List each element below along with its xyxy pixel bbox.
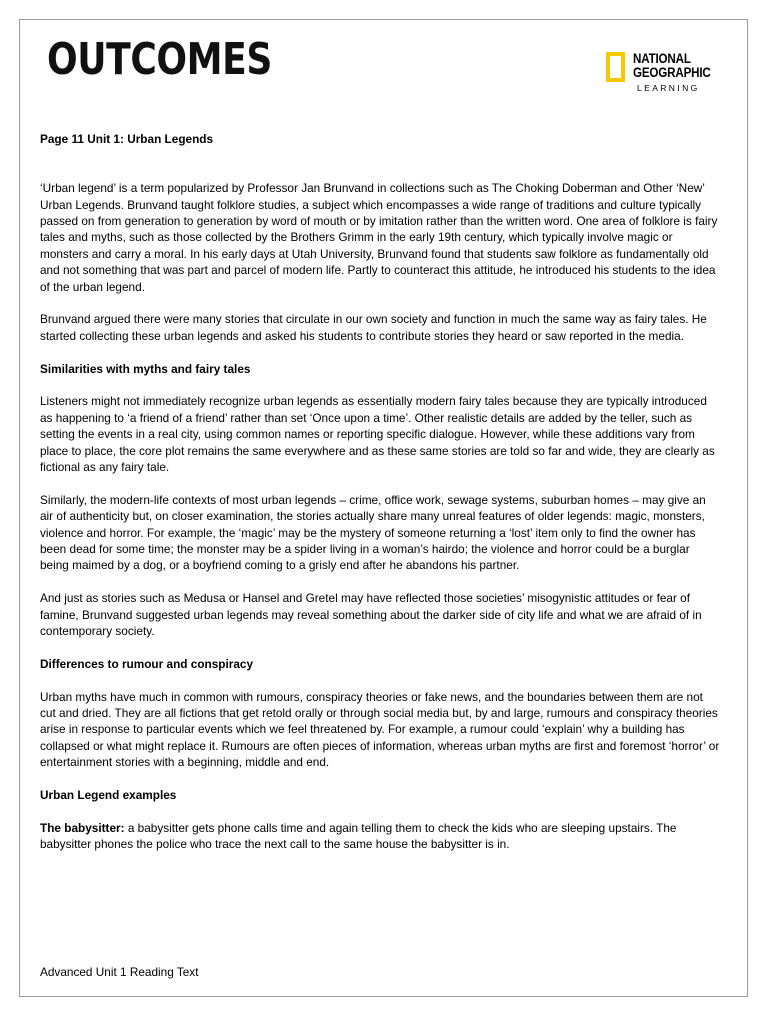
intro-paragraph: ‘Urban legend’ is a term popularized by Professor Jan Brunvand in collections such as The Choking Doberman and Other ‘New’ Urban Legends. Brunvand taught folklore studies, a subject which encompasses a wide range of traditions and culture typically passed on from generation to generation by word of mouth or by imitation rather than the written word. One area of folklore is fairy tales and myths, such as those collected by the Brothers Grimm in the early 19th century, which typically involve magic or monsters and carry a moral. In his early days at Utah University, Brunvand found that students saw folklore as fundamentally old and not something that was part and parcel of modern life. Partly to counteract this attitude, he introduced his students to the idea of the urban legend. [40, 181, 718, 294]
yellow-border-icon [606, 52, 625, 82]
section-paragraph: And just as stories such as Medusa or Hansel and Gretel may have reflected those societies’ misogynistic attitudes or fear of famine, Brunvand suggested urban legends may reveal something about the darker side of city life and what we are afraid of in contemporary society. [40, 591, 702, 639]
example-text: a babysitter gets phone calls time and again telling them to check the kids who are sleeping upstairs. The babysitter phones the police who trace the next call to the same house the babysitter is in. [40, 820, 677, 852]
section-heading-examples: Urban Legend examples [40, 788, 177, 803]
logo-line-learning: LEARNING [637, 83, 700, 93]
intro-paragraph: Brunvand argued there were many stories that circulate in our own society and function in much the same way as fairy tales. He started collecting these urban legends and asked his students to contribute stories they heard or saw reported in the media. [40, 312, 707, 343]
example-paragraph [40, 820, 720, 853]
example-label: The babysitter: [40, 820, 125, 835]
logo-line-geographic: GEOGRAPHIC [633, 65, 711, 80]
section-paragraph: Listeners might not immediately recognize urban legends as essentially modern fairy tales because they are typically introduced as happening to ‘a friend of a friend’ rather than set ‘Once upon a time’. Other realistic details are added by the teller, such as setting the events in a real city, using common names or reporting specific dialogue. However, while these additions vary from place to place, the core plot remains the same everywhere and as these same stories are told so far and wide, they are clearly as fictional as any fairy tale. [40, 394, 715, 475]
spacer [40, 164, 720, 180]
national-geographic-logo [606, 52, 730, 94]
document-body [40, 131, 720, 869]
document-title: Page 11 Unit 1: Urban Legends [40, 132, 214, 146]
section-heading-differences: Differences to rumour and conspiracy [40, 656, 254, 671]
section-paragraph: Similarly, the modern-life contexts of most urban legends – crime, office work, sewage systems, suburban homes – may give an air of authenticity but, on closer examination, the stories actually share many unreal features of older legends: magic, monsters, violence and horror. For example, the ‘magic’ may be the mystery of someone returning a ‘lost’ item only to find the owner has been dead for some time; the monster may be a spider living in a woman’s hairdo; the violence and horror could be a burglar being maimed by a dog, or a boyfriend coming to a grisly end after he abandons his partner. [40, 492, 706, 573]
page-footer: Advanced Unit 1 Reading Text [40, 965, 199, 979]
logo-line-national: NATIONAL [633, 51, 691, 66]
outcomes-logo: OUTCOMES [47, 34, 272, 85]
section-paragraph: Urban myths have much in common with rumours, conspiracy theories or fake news, and the boundaries between them are not cut and dried. They are all fictions that get retold orally or through social media but, by and large, rumours and conspiracy theories arise in response to particular events which we feel threatened by. For example, a rumour could ‘explain’ why a building has collapsed or what might replace it. Rumours are often pieces of information, whereas urban myths are first and foremost ‘horror’ or entertainment stories with a beginning, middle and end. [40, 689, 720, 770]
section-heading-similarities: Similarities with myths and fairy tales [40, 361, 251, 376]
